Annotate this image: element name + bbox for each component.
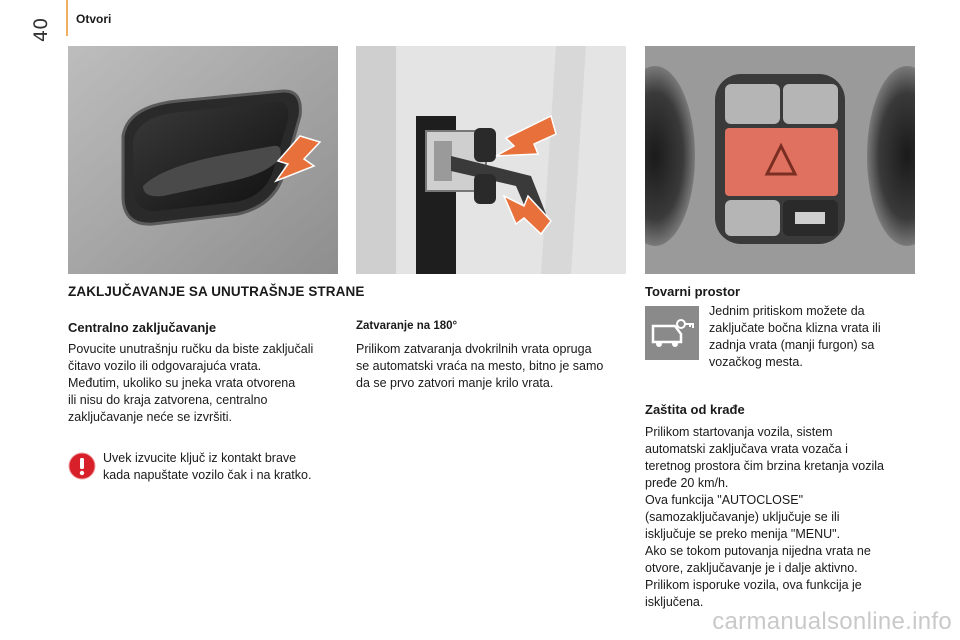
interior-locking-heading: ZAKLJUČAVANJE SA UNUTRAŠNJE STRANE (68, 284, 365, 299)
theft-protection-heading: Zaštita od krađe (645, 402, 745, 417)
section-title: Otvori (76, 12, 112, 26)
cargo-area-text: Jednim pritiskom možete da zaključate bočna klizna vrata ili zadnja vrata (manji furgon) sa vozačkog mesta. (709, 304, 881, 369)
cargo-lock-icon (645, 306, 699, 360)
watermark: carmanualsonline.info (712, 608, 952, 635)
theft-protection-text: Prilikom startovanja vozila, sistem automatski zaključava vrata vozača i teretnog prostora čim brzina kretanja vozila pređe 20 km/h. Ova funkcija "AUTOCLOSE" (samozaključavanje) uključuje se ili isključuje se preko menija "MENU". Ako se tokom putovanja nijedna vrata ne otvore, zaključavanje je i dalje aktivno. Prilikom isporuke vozila, ova funkcija je isključena. (645, 425, 885, 609)
closing-180-heading: Zatvaranje na 180° (356, 320, 458, 332)
door-hinge-photo (356, 46, 626, 274)
central-locking-text: Povucite unutrašnju ručku da biste zaključali čitavo vozilo ili odgovarajuća vrata. Međutim, ukoliko su jneka vrata otvorena ili nisu do kraja zatvorena, centralno zaključavanje neće se izvršiti. (68, 342, 314, 424)
warning-text: Uvek izvucite ključ iz kontakt brave kada napuštate vozilo čak i na kratko. (103, 451, 312, 482)
dashboard-buttons-photo (645, 46, 915, 274)
page-number: 40 (30, 17, 52, 42)
closing-180-text: Prilikom zatvaranja dvokrilnih vrata opruga se automatski vraća na mesto, bitno je samo da se prvo zatvori manje krilo vrata. (356, 342, 604, 390)
cargo-area-heading: Tovarni prostor (645, 284, 741, 299)
exclamation-warning-icon (68, 452, 96, 480)
door-handle-photo (68, 46, 338, 274)
central-locking-heading: Centralno zaključavanje (68, 320, 217, 335)
section-marker (66, 0, 68, 36)
